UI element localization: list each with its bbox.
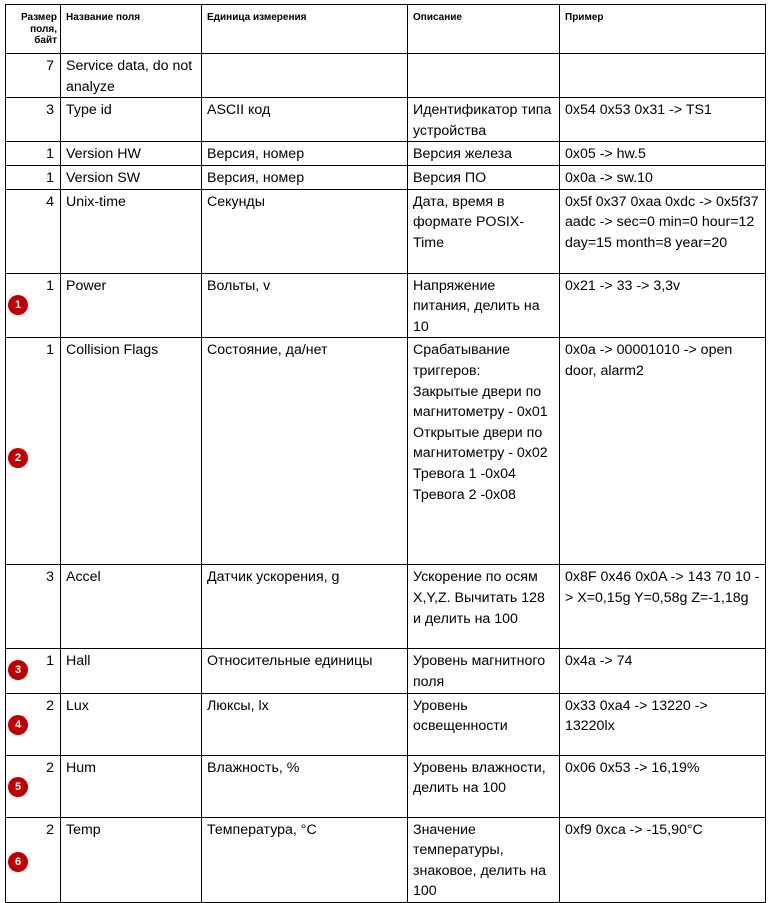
row-name: Version HW [61, 142, 202, 166]
row-example: 0x0a -> sw.10 [560, 165, 766, 189]
row-example: 0x0a -> 00001010 -> open door, alarm2 [560, 338, 766, 565]
row-size: 3 [6, 98, 61, 142]
header-description: Описание [408, 5, 560, 54]
row-size: 1 [6, 165, 61, 189]
row-size: 1 2 [6, 338, 61, 565]
row-description: Дата, время в формате POSIX-Time [408, 189, 560, 273]
row-name: Service data, do not analyze [61, 54, 202, 98]
row-example: 0x54 0x53 0x31 -> TS1 [560, 98, 766, 142]
row-size: 2 6 [6, 817, 61, 902]
row-name: Lux [61, 693, 202, 755]
marker-badge: 3 [8, 660, 28, 680]
row-size: 7 [6, 54, 61, 98]
row-unit: Люксы, lx [202, 693, 408, 755]
table-row [6, 565, 766, 649]
row-description: Уровень освещенности [408, 693, 560, 755]
table-row [6, 98, 766, 142]
table-row [6, 755, 766, 817]
header-unit: Единица измерения [202, 5, 408, 54]
row-example: 0x21 -> 33 -> 3,3v [560, 273, 766, 338]
row-example: 0x5f 0x37 0xaa 0xdc -> 0x5f37 aadc -> sec=0 min=0 hour=12 day=15 month=8 year=20 [560, 189, 766, 273]
table-row [6, 693, 766, 755]
table-row [6, 165, 766, 189]
row-name: Collision Flags [61, 338, 202, 565]
row-example [560, 54, 766, 98]
row-size: 2 4 [6, 693, 61, 755]
header-size: Размер поля, байт [6, 5, 61, 54]
row-description: Версия ПО [408, 165, 560, 189]
row-unit: Влажность, % [202, 755, 408, 817]
header-name: Название поля [61, 5, 202, 54]
row-description: Версия железа [408, 142, 560, 166]
row-example: 0x33 0xa4 -> 13220 -> 13220lx [560, 693, 766, 755]
row-unit: Версия, номер [202, 165, 408, 189]
row-size: 4 [6, 189, 61, 273]
table-row [6, 142, 766, 166]
table-row [6, 649, 766, 693]
table-row [6, 817, 766, 902]
row-unit: Вольты, v [202, 273, 408, 338]
row-description: Напряжение питания, делить на 10 [408, 273, 560, 338]
table-header-row [6, 5, 766, 54]
row-name: Hum [61, 755, 202, 817]
row-description [408, 54, 560, 98]
table-row [6, 189, 766, 273]
marker-badge: 4 [8, 715, 28, 735]
row-size: 1 [6, 142, 61, 166]
row-unit: Состояние, да/нет [202, 338, 408, 565]
row-size: 1 3 [6, 649, 61, 693]
row-unit: Версия, номер [202, 142, 408, 166]
row-example: 0x8F 0x46 0x0A -> 143 70 10 -> X=0,15g Y=0,58g Z=-1,18g [560, 565, 766, 649]
marker-badge: 5 [8, 777, 28, 797]
row-name: Version SW [61, 165, 202, 189]
table-row [6, 54, 766, 98]
row-name: Temp [61, 817, 202, 902]
row-unit: Секунды [202, 189, 408, 273]
row-name: Unix-time [61, 189, 202, 273]
row-description: Значение температуры, знаковое, делить на 100 [408, 817, 560, 902]
row-unit: Относительные единицы [202, 649, 408, 693]
row-unit: Температура, °C [202, 817, 408, 902]
row-name: Hall [61, 649, 202, 693]
row-description: Уровень влажности, делить на 100 [408, 755, 560, 817]
row-example: 0x06 0x53 -> 16,19% [560, 755, 766, 817]
row-description: Ускорение по осям X,Y,Z. Вычитать 128 и делить на 100 [408, 565, 560, 649]
marker-badge: 6 [8, 852, 28, 872]
row-unit [202, 54, 408, 98]
table-row [6, 273, 766, 338]
header-example: Пример [560, 5, 766, 54]
marker-badge: 2 [8, 448, 28, 468]
row-example: 0x05 -> hw.5 [560, 142, 766, 166]
row-size: 2 5 [6, 755, 61, 817]
row-size: 1 1 [6, 273, 61, 338]
marker-badge: 1 [8, 295, 28, 315]
row-description: Уровень магнитного поля [408, 649, 560, 693]
row-unit: ASCII код [202, 98, 408, 142]
row-example: 0x4a -> 74 [560, 649, 766, 693]
row-description: Идентификатор типа устройства [408, 98, 560, 142]
row-unit: Датчик ускорения, g [202, 565, 408, 649]
data-fields-table [5, 4, 766, 903]
row-name: Type id [61, 98, 202, 142]
row-example: 0xf9 0xca -> -15,90°C [560, 817, 766, 902]
row-name: Accel [61, 565, 202, 649]
row-name: Power [61, 273, 202, 338]
table-row [6, 338, 766, 565]
row-description: Срабатывание триггеров: Закрытые двери по магнитометру - 0x01 Открытые двери по магнитометру - 0x02 Тревога 1 -0x04 Тревога 2 -0x08 [408, 338, 560, 565]
row-size: 3 [6, 565, 61, 649]
